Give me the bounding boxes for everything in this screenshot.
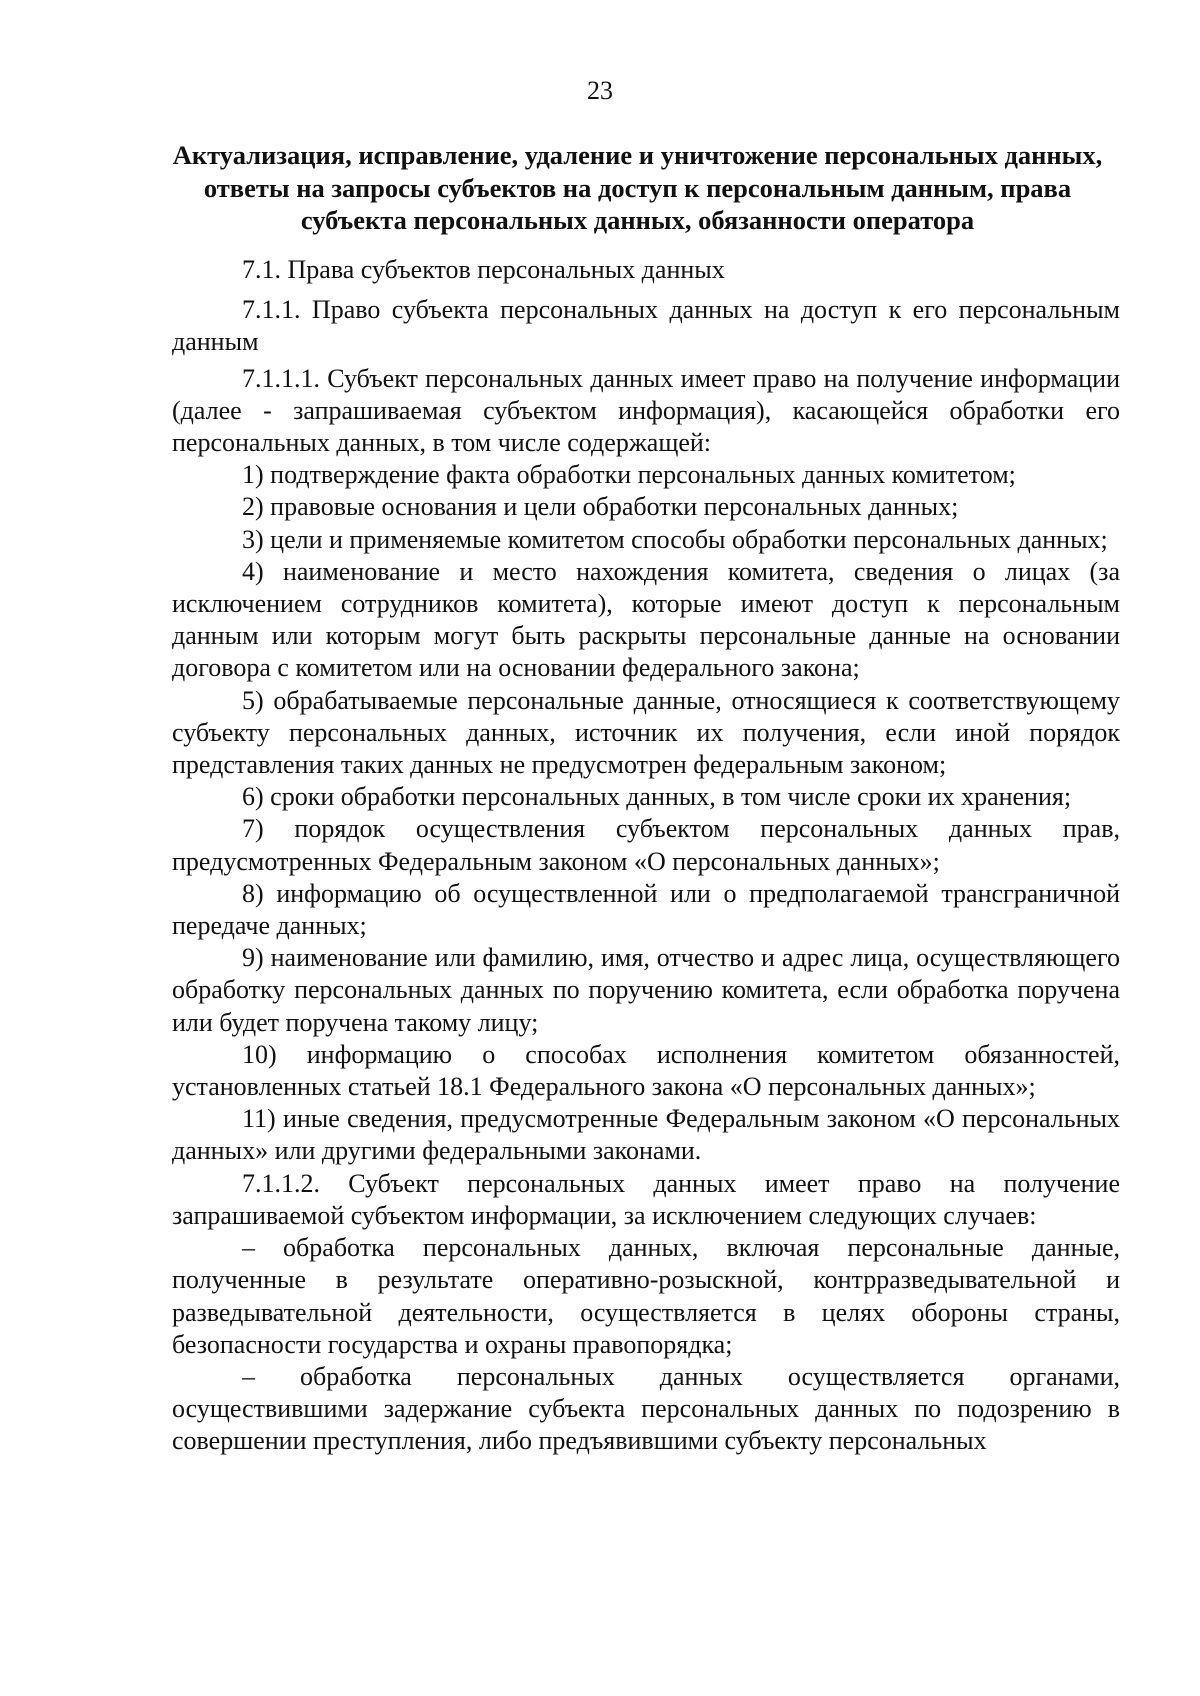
list-item-10: 10) информацию о способах исполнения комитетом обязанностей, установленных статьей 18.1 Федерального закона «О персональных данных»;: [172, 1039, 1120, 1102]
page-number: 23: [587, 76, 613, 105]
list-item-7: 7) порядок осуществления субъектом персональных данных прав, предусмотренных Федеральным законом «О персональных данных»;: [172, 814, 1120, 876]
paragraph-7-1: 7.1. Права субъектов персональных данных: [242, 255, 725, 284]
list-item-8: 8) информацию об осуществленной или о предполагаемой трансграничной передаче данных;: [172, 878, 1120, 941]
list-item-9: 9) наименование или фамилию, имя, отчество и адрес лица, осуществляющего обработку персональных данных по поручению комитета, если обработка поручена или будет поручена такому лицу;: [172, 943, 1120, 1037]
list-item-11: 11) иные сведения, предусмотренные Федеральным законом «О персональных данных» или другими федеральными законами.: [172, 1104, 1120, 1166]
paragraph-7-1-1-1: 7.1.1.1. Субъект персональных данных имеет право на получение информации (далее - запрашиваемая субъектом информация), касающейся обработки его персональных данных, в том числе содержащей:: [172, 363, 1120, 458]
document-body: [172, 254, 1120, 1458]
section-heading: Актуализация, исправление, удаление и уничтожение персональных данных, ответы на запросы субъектов на доступ к персональным данным, права субъекта персональных данных, обязанности оператора: [172, 140, 1103, 235]
exception-item-2: – обработка персональных данных осуществляется органами, осуществившими задержание субъекта персональных данных по подозрению в совершении преступления, либо предъявившими субъекту персональных: [172, 1361, 1120, 1456]
exception-item-1: – обработка персональных данных, включая персональные данные, полученные в результате оперативно-розыскной, контрразведывательной и разведывательной деятельности, осуществляется в целях обороны страны, безопасности государства и охраны правопорядка;: [172, 1233, 1120, 1359]
list-item-5: 5) обрабатываемые персональные данные, относящиеся к соответствующему субъекту персональных данных, источник их получения, если иной порядок представления таких данных не предусмотрен федеральным законом;: [172, 685, 1120, 780]
paragraph-7-1-1-2: 7.1.1.2. Субъект персональных данных имеет право на получение запрашиваемой субъектом информации, за исключением следующих случаев:: [172, 1168, 1120, 1230]
paragraph-7-1-1: 7.1.1. Право субъекта персональных данных на доступ к его персональным данным: [172, 295, 1120, 357]
list-item-1: 1) подтверждение факта обработки персональных данных комитетом;: [242, 460, 1016, 490]
list-item-2: 2) правовые основания и цели обработки персональных данных;: [242, 492, 959, 522]
list-item-4: 4) наименование и место нахождения комитета, сведения о лицах (за исключением сотрудников комитета), которые имеют доступ к персональным данным или которым могут быть раскрыты персональные данные на основании договора с комитетом или на основании федерального закона;: [172, 556, 1120, 683]
list-item-6: 6) сроки обработки персональных данных, в том числе сроки их хранения;: [242, 782, 1072, 812]
list-item-3: 3) цели и применяемые комитетом способы обработки персональных данных;: [242, 524, 1108, 554]
